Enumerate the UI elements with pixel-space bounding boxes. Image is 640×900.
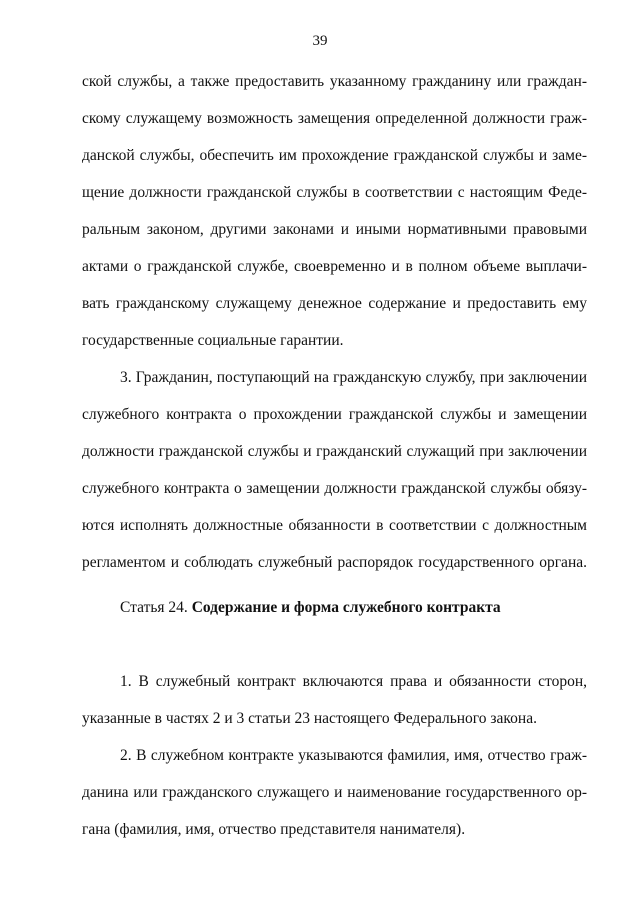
article-number: Статья 24. bbox=[120, 599, 188, 616]
paragraph-2-line: 3. Гражданин, поступающий на гражданскую службу, при заключении bbox=[120, 369, 587, 386]
paragraph-4-line: данина или гражданского служащего и наименование государственного ор- bbox=[82, 784, 587, 801]
paragraph-4-line: 2. В служебном контракте указываются фамилия, имя, отчество граж- bbox=[120, 747, 587, 764]
paragraph-1-line: скому служащему возможность замещения определенной должности граж- bbox=[82, 110, 587, 127]
paragraph-1-line: вать гражданскому служащему денежное содержание и предоставить ему bbox=[82, 295, 587, 312]
paragraph-2-line: регламентом и соблюдать служебный распорядок государственного органа. bbox=[82, 554, 587, 571]
paragraph-3-line: 1. В служебный контракт включаются права и обязанности сторон, bbox=[120, 673, 587, 690]
paragraph-1-line: ской службы, а также предоставить указанному гражданину или граждан- bbox=[82, 73, 587, 90]
paragraph-1-line: данской службы, обеспечить им прохождение гражданской службы и заме- bbox=[82, 147, 587, 164]
paragraph-1-line: ральным законом, другими законами и иными нормативными правовыми bbox=[82, 221, 587, 238]
paragraph-4-line: гана (фамилия, имя, отчество представителя нанимателя). bbox=[82, 821, 466, 838]
paragraph-2-line: ются исполнять должностные обязанности в соответствии с должностным bbox=[82, 517, 587, 534]
paragraph-2-line: служебного контракта о прохождении гражданской службы и замещении bbox=[82, 406, 587, 423]
paragraph-1-line: щение должности гражданской службы в соответствии с настоящим Феде- bbox=[82, 184, 587, 201]
paragraph-3-line: указанные в частях 2 и 3 статьи 23 настоящего Федерального закона. bbox=[82, 710, 537, 727]
paragraph-2-line: служебного контракта о замещении должности гражданской службы обязу- bbox=[82, 480, 587, 497]
article-heading bbox=[120, 598, 501, 618]
paragraph-2-line: должности гражданской службы и гражданский служащий при заключении bbox=[82, 443, 587, 460]
paragraph-1-line: актами о гражданской службе, своевременно и в полном объеме выплачи- bbox=[82, 258, 587, 275]
article-title: Содержание и форма служебного контракта bbox=[191, 599, 501, 616]
page-number: 39 bbox=[312, 33, 328, 49]
paragraph-1-line: государственные социальные гарантии. bbox=[82, 332, 344, 349]
